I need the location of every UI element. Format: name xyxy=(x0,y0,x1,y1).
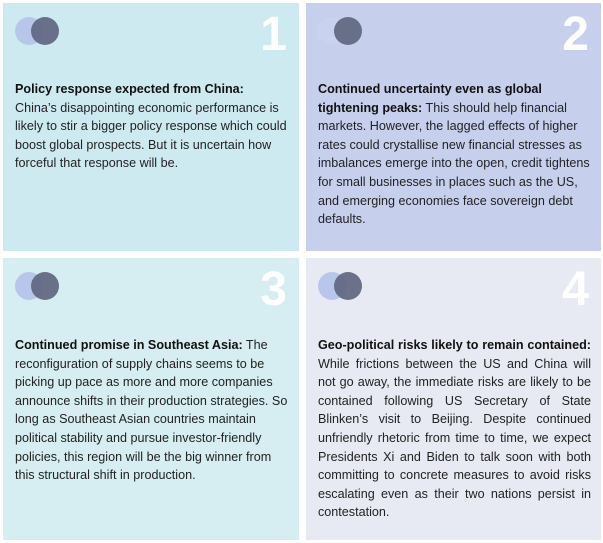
card-text: This should help financial markets. However, the lagged effects of higher rates could crystallise new financial stresses as imbalances emerge into the open, credit tightens for small businesses in places such as the US, and emerging economies face sovereign debt defaults. xyxy=(318,100,590,227)
card-heading: Geo-political risks likely to remain contained: xyxy=(318,338,591,352)
card-body xyxy=(15,336,289,485)
card-2 xyxy=(306,3,601,251)
card-text: While frictions between the US and China will not go away, the immediate risks are likely to be contained following US Secretary of State Blinken’s visit to Beijing. Despite continued unfriendly rhetoric from time to time, we expect Presidents Xi and Biden to talk soon with both committing to concrete measures to avoid risks escalating even as their two nations persist in contestation. xyxy=(318,356,591,520)
card-heading: Continued promise in Southeast Asia: xyxy=(15,338,243,352)
card-heading: Continued uncertainty even as global tightening peaks: xyxy=(318,82,542,115)
card-heading: Policy response expected from China: xyxy=(15,82,244,96)
card-3 xyxy=(3,258,299,540)
card-number: 3 xyxy=(260,263,287,316)
card-4 xyxy=(306,258,601,540)
card-body xyxy=(15,80,289,173)
card-number: 4 xyxy=(562,263,589,316)
card-body xyxy=(318,80,591,229)
card-text: China’s disappointing economic performance is likely to stir a bigger policy response which could boost global prospects. But it is uncertain how forceful that response will be. xyxy=(15,100,287,171)
card-text: The reconfiguration of supply chains seems to be picking up pace as more and more companies announce shifts in their production strategies. So long as Southeast Asian countries maintain political stability and pursue investor-friendly policies, this region will be the big winner from this structural shift in production. xyxy=(15,338,288,483)
overlapping-circles-icon xyxy=(318,17,364,45)
card-number: 1 xyxy=(260,8,287,61)
card-number: 2 xyxy=(562,8,589,61)
card-body xyxy=(318,336,591,522)
overlapping-circles-icon xyxy=(15,272,61,300)
overlapping-circles-icon xyxy=(318,272,364,300)
overlapping-circles-icon xyxy=(15,17,61,45)
card-1 xyxy=(3,3,299,251)
